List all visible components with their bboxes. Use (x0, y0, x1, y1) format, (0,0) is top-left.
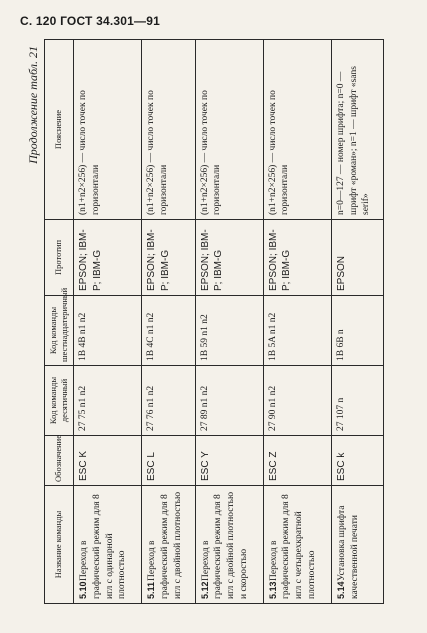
cell-dec: 27 107 n (331, 366, 383, 436)
header-note: Пояснение (45, 40, 74, 220)
cell-note: n=0—127 — номер шрифта; n=0 — шрифт «роман»; n=1 — шрифт «sans serif» (331, 40, 383, 220)
cell-name (74, 486, 142, 604)
cell-dec: 27 89 n1 n2 (195, 366, 263, 436)
table-header-row (45, 40, 74, 604)
cell-hex: 1B 4B n1 n2 (74, 296, 142, 366)
rotated-table-frame (24, 40, 389, 604)
header-hex: Код команды шестнадцатеричный (45, 296, 74, 366)
row-name: Переход в графический режим для 8 игл с двойной плотностью и скоростью (200, 491, 249, 599)
cell-hex: 1B 5A n1 n2 (263, 296, 331, 366)
row-number: 5.11 (146, 581, 157, 599)
cell-proto: EPSON; IBM-P; IBM-G (263, 220, 331, 296)
cell-dec: 27 76 n1 n2 (142, 366, 195, 436)
table-row (195, 40, 263, 604)
cell-name (331, 486, 383, 604)
cell-code: ESC k (331, 436, 383, 486)
cell-note: (n1+n2×256) — число точек по горизонтали (74, 40, 142, 220)
cell-code: ESC K (74, 436, 142, 486)
table-caption: Продолжение табл. 21 (26, 46, 40, 164)
page-header: С. 120 ГОСТ 34.301—91 (20, 14, 160, 28)
row-name: Переход в графический режим для 8 игл с одинарной плотностью (79, 494, 128, 599)
row-name: Переход в графический режим для 8 игл с двойной плотностью (147, 491, 183, 599)
row-number: 5.13 (267, 581, 278, 599)
cell-dec: 27 75 n1 n2 (74, 366, 142, 436)
header-name: Название команды (45, 486, 74, 604)
cell-hex: 1B 6B n (331, 296, 383, 366)
row-name: Переход в графический режим для 8 игл с четырехкратной плотностью (268, 494, 318, 599)
cell-proto: EPSON; IBM-P; IBM-G (195, 220, 263, 296)
cell-name (263, 486, 331, 604)
header-proto: Прототип (45, 220, 74, 296)
cell-code: ESC Y (195, 436, 263, 486)
cell-code: ESC L (142, 436, 195, 486)
table-row (142, 40, 195, 604)
row-number: 5.12 (199, 581, 210, 599)
header-code: Обозначение (45, 436, 74, 486)
cell-proto: EPSON; IBM-P; IBM-G (74, 220, 142, 296)
row-number: 5.10 (78, 581, 88, 599)
cell-code: ESC Z (263, 436, 331, 486)
row-number: 5.14 (335, 581, 346, 599)
cell-note: (n1+n2×256) — число точек по горизонтали (142, 40, 195, 220)
header-dec: Код команды десятичный (45, 366, 74, 436)
cell-name (142, 486, 195, 604)
row-name: Установка шрифта качественной печати (336, 505, 360, 599)
cell-hex: 1B 59 n1 n2 (195, 296, 263, 366)
table-row (74, 40, 142, 604)
cell-note: (n1+n2×256) — число точек по горизонтали (195, 40, 263, 220)
cell-proto: EPSON; IBM-P; IBM-G (142, 220, 195, 296)
cell-hex: 1B 4C n1 n2 (142, 296, 195, 366)
command-table (44, 39, 384, 604)
cell-name (195, 486, 263, 604)
cell-note: (n1+n2×256) — число точек по горизонтали (263, 40, 331, 220)
cell-proto: EPSON (331, 220, 383, 296)
table-row (331, 40, 383, 604)
cell-dec: 27 90 n1 n2 (263, 366, 331, 436)
table-row (263, 40, 331, 604)
